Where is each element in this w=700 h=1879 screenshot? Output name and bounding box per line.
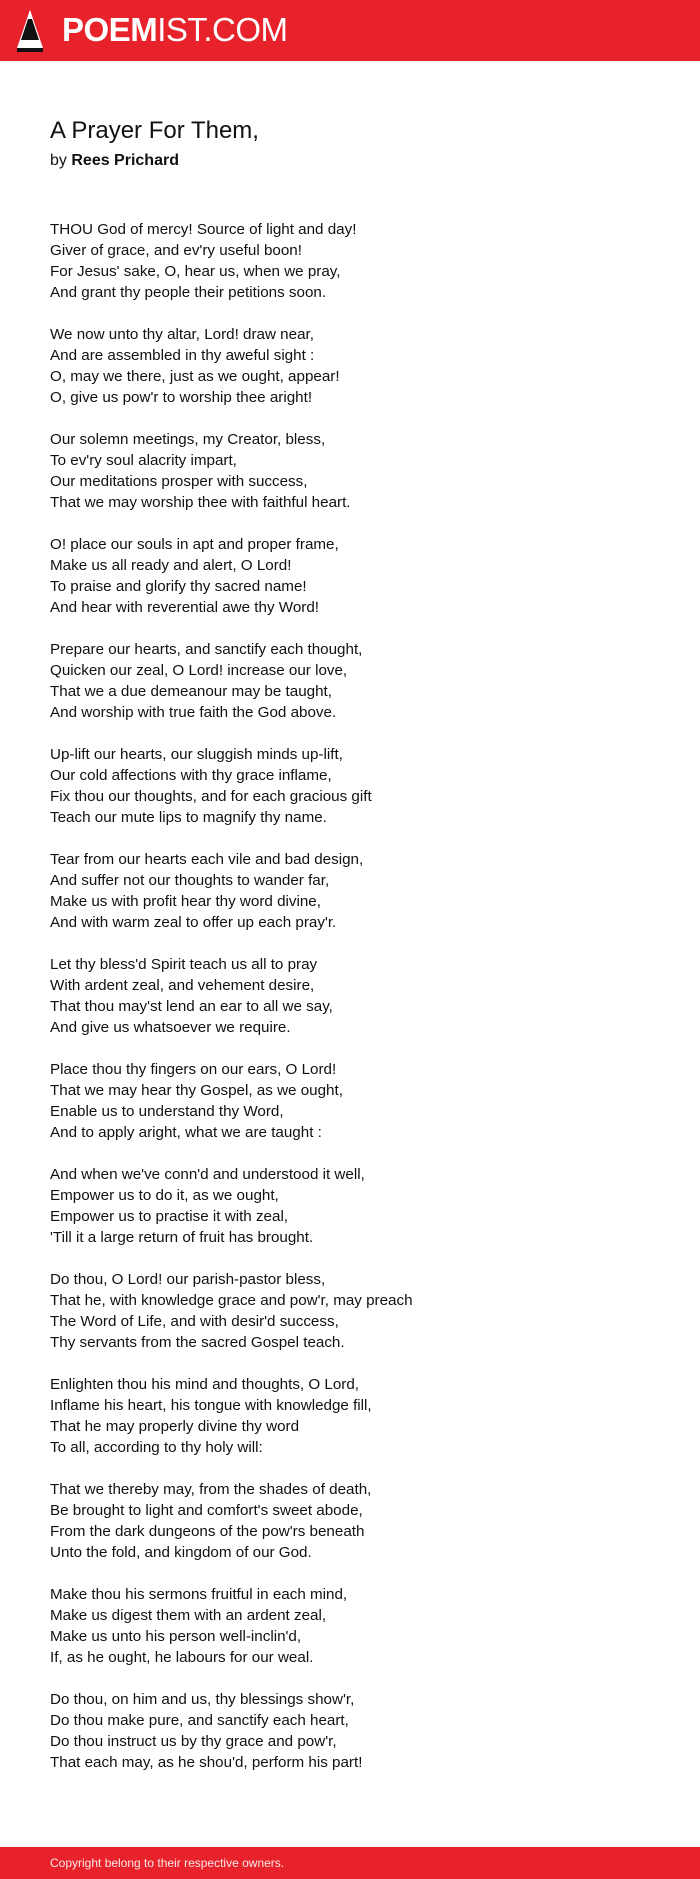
poem-line: We now unto thy altar, Lord! draw near, (50, 326, 314, 343)
poem-line: Make thou his sermons fruitful in each mind, (50, 1586, 348, 1603)
poem-line: That each may, as he shou'd, perform his part! (50, 1754, 363, 1771)
copyright-text: Copyright belong to their respective owners. (50, 1856, 285, 1870)
poem-line: Do thou, on him and us, thy blessings show'r, (50, 1691, 355, 1708)
stanza (50, 1059, 650, 1143)
poem-line: And worship with true faith the God above. (50, 704, 337, 721)
poem-line: From the dark dungeons of the pow'rs beneath (50, 1523, 365, 1540)
poem-line: Do thou make pure, and sanctify each heart, (50, 1712, 349, 1729)
poem-line: For Jesus' sake, O, hear us, when we pray, (50, 263, 341, 280)
stanza (50, 1164, 650, 1248)
poem-line: Enable us to understand thy Word, (50, 1103, 284, 1120)
poem-line: Thy servants from the sacred Gospel teach. (50, 1334, 345, 1351)
poem-line: Empower us to do it, as we ought, (50, 1187, 279, 1204)
poem-line: To ev'ry soul alacrity impart, (50, 452, 237, 469)
poem-line: Prepare our hearts, and sanctify each thought, (50, 641, 363, 658)
poem-heading (50, 116, 650, 171)
poem-line: And when we've conn'd and understood it well, (50, 1166, 365, 1183)
stanza (50, 1689, 650, 1773)
stanza (50, 744, 650, 828)
poem-line: 'Till it a large return of fruit has brought. (50, 1229, 314, 1246)
stanza (50, 1479, 650, 1563)
poem-line: Do thou, O Lord! our parish-pastor bless, (50, 1271, 326, 1288)
site-logo[interactable] (62, 9, 288, 51)
poem-line: And to apply aright, what we are taught : (50, 1124, 322, 1141)
by-label: by (50, 152, 67, 169)
stanza (50, 954, 650, 1038)
poem-line: Fix thou our thoughts, and for each gracious gift (50, 788, 372, 805)
logo-bold-text: POEM (62, 11, 158, 48)
poem-line: Make us with profit hear thy word divine, (50, 893, 321, 910)
byline (50, 151, 650, 171)
poem-line: And give us whatsoever we require. (50, 1019, 291, 1036)
poem-line: THOU God of mercy! Source of light and day! (50, 221, 357, 238)
poem-line: Giver of grace, and ev'ry useful boon! (50, 242, 302, 259)
poem-body (50, 219, 650, 1794)
poem-line: Unto the fold, and kingdom of our God. (50, 1544, 312, 1561)
poem-line: Make us all ready and alert, O Lord! (50, 557, 292, 574)
stanza (50, 1584, 650, 1668)
poem-line: Be brought to light and comfort's sweet abode, (50, 1502, 363, 1519)
poem-line: Empower us to practise it with zeal, (50, 1208, 289, 1225)
logo-light-text: IST.COM (157, 11, 288, 48)
stanza (50, 849, 650, 933)
poem-line: Do thou instruct us by thy grace and pow'r, (50, 1733, 337, 1750)
poem-line: To praise and glorify thy sacred name! (50, 578, 307, 595)
poem-line: And suffer not our thoughts to wander far, (50, 872, 330, 889)
poem-line: That thou may'st lend an ear to all we say, (50, 998, 333, 1015)
poem-line: Make us digest them with an ardent zeal, (50, 1607, 327, 1624)
poem-line: With ardent zeal, and vehement desire, (50, 977, 315, 994)
poem-line: That he may properly divine thy word (50, 1418, 300, 1435)
stanza (50, 324, 650, 408)
poem-line: O, give us pow'r to worship thee aright! (50, 389, 313, 406)
stanza (50, 219, 650, 303)
stanza (50, 429, 650, 513)
poem-title: A Prayer For Them, (50, 117, 259, 144)
poem-line: O! place our souls in apt and proper frame, (50, 536, 339, 553)
poem-line: That he, with knowledge grace and pow'r, may preach (50, 1292, 413, 1309)
poem-line: And grant thy people their petitions soon. (50, 284, 327, 301)
poem-line: O, may we there, just as we ought, appear! (50, 368, 340, 385)
poem-line: Teach our mute lips to magnify thy name. (50, 809, 327, 826)
poem-line: Make us unto his person well-inclin'd, (50, 1628, 302, 1645)
poem-line: And with warm zeal to offer up each pray'r. (50, 914, 337, 931)
poem-line: Our meditations prosper with success, (50, 473, 308, 490)
poem-line: If, as he ought, he labours for our weal. (50, 1649, 314, 1666)
poem-line: Let thy bless'd Spirit teach us all to pray (50, 956, 318, 973)
pencil-icon[interactable] (16, 10, 44, 52)
poem-line: Tear from our hearts each vile and bad design, (50, 851, 364, 868)
poem-line: Enlighten thou his mind and thoughts, O Lord, (50, 1376, 360, 1393)
poem-line: That we may worship thee with faithful heart. (50, 494, 351, 511)
site-footer (0, 1847, 700, 1879)
stanza (50, 639, 650, 723)
poem-line: Quicken our zeal, O Lord! increase our love, (50, 662, 348, 679)
stanza (50, 534, 650, 618)
poem-line: Inflame his heart, his tongue with knowledge fill, (50, 1397, 372, 1414)
poem-line: That we may hear thy Gospel, as we ought, (50, 1082, 343, 1099)
poem-line: Place thou thy fingers on our ears, O Lord! (50, 1061, 337, 1078)
poem-line: That we thereby may, from the shades of death, (50, 1481, 372, 1498)
poem-line: Our cold affections with thy grace inflame, (50, 767, 332, 784)
poem-line: That we a due demeanour may be taught, (50, 683, 332, 700)
stanza (50, 1269, 650, 1353)
poem-line: Our solemn meetings, my Creator, bless, (50, 431, 326, 448)
poem-line: And are assembled in thy aweful sight : (50, 347, 315, 364)
poem-line: To all, according to thy holy will: (50, 1439, 263, 1456)
stanza (50, 1374, 650, 1458)
poem-line: The Word of Life, and with desir'd success, (50, 1313, 339, 1330)
poem-line: Up-lift our hearts, our sluggish minds up-lift, (50, 746, 343, 763)
poem-line: And hear with reverential awe thy Word! (50, 599, 320, 616)
site-header (0, 0, 700, 61)
author-name: Rees Prichard (71, 152, 179, 169)
